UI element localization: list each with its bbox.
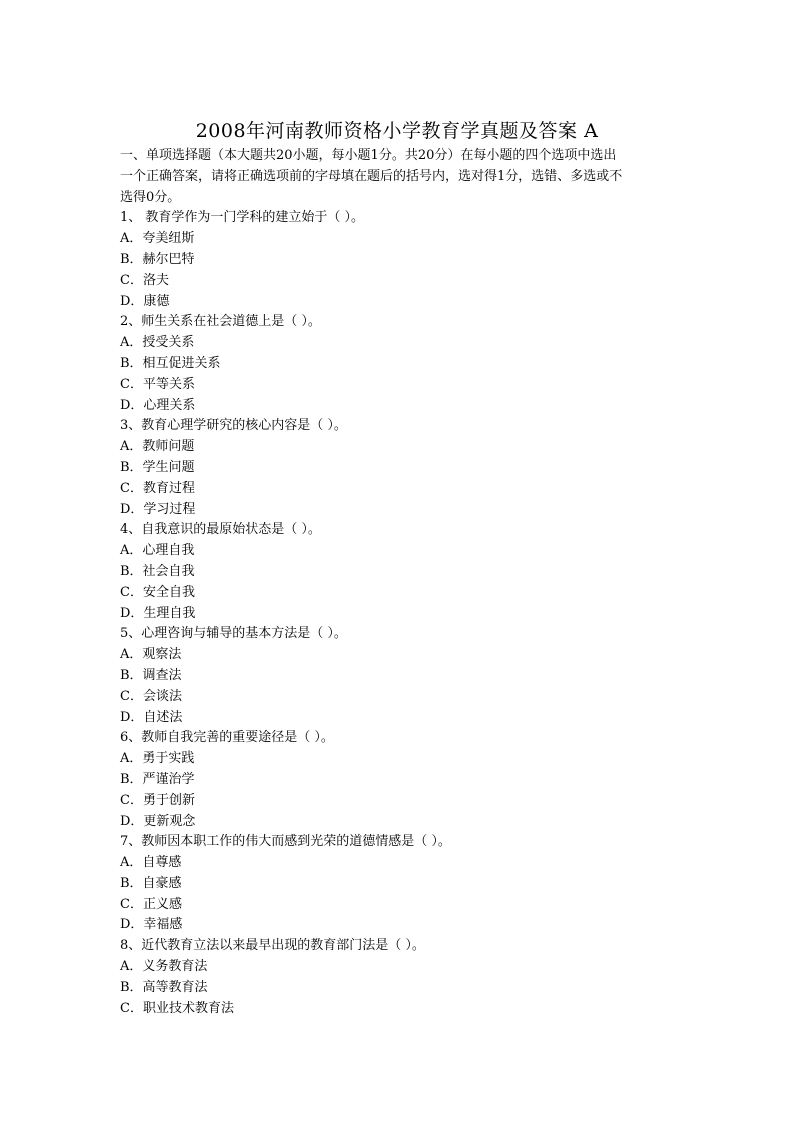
option-a: A．心理自我 bbox=[120, 543, 195, 559]
option-d: D．幸福感 bbox=[120, 917, 183, 933]
question-2 bbox=[120, 312, 680, 416]
option-c: C．职业技术教育法 bbox=[120, 1000, 234, 1016]
question-stem: 3、教育心理学研究的核心内容是（ ）。 bbox=[120, 418, 347, 434]
document-body bbox=[120, 146, 680, 1019]
option-a: A．夸美纽斯 bbox=[120, 231, 195, 247]
option-b: B．调查法 bbox=[120, 667, 182, 683]
option-a: A．义务教育法 bbox=[120, 959, 208, 975]
option-d: D．自述法 bbox=[120, 709, 183, 725]
option-d: D．学习过程 bbox=[120, 501, 196, 517]
question-stem: 6、教师自我完善的重要途径是（ ）。 bbox=[120, 730, 334, 746]
question-1 bbox=[120, 208, 680, 312]
question-3 bbox=[120, 416, 680, 520]
question-stem: 1、 教育学作为一门学科的建立始于（ ）。 bbox=[120, 210, 365, 226]
question-stem: 2、师生关系在社会道德上是（ ）。 bbox=[120, 314, 321, 330]
instructions-line: 一个正确答案，请将正确选项前的字母填在题后的括号内，选对得1分，选错、多选或不 bbox=[120, 168, 623, 184]
document-title: 2008年河南教师资格小学教育学真题及答案 A bbox=[195, 120, 599, 142]
option-d: D．生理自我 bbox=[120, 605, 196, 621]
option-b: B．相互促进关系 bbox=[120, 355, 221, 371]
question-4 bbox=[120, 520, 680, 624]
option-b: B．高等教育法 bbox=[120, 979, 208, 995]
question-5 bbox=[120, 624, 680, 728]
option-c: C．勇于创新 bbox=[120, 792, 195, 808]
option-b: B．学生问题 bbox=[120, 459, 195, 475]
option-a: A．教师问题 bbox=[120, 439, 195, 455]
question-stem: 5、心理咨询与辅导的基本方法是（ ）。 bbox=[120, 626, 347, 642]
option-d: D．康德 bbox=[120, 293, 170, 309]
option-b: B．赫尔巴特 bbox=[120, 251, 195, 267]
option-a: A．勇于实践 bbox=[120, 751, 195, 767]
option-c: C．正义感 bbox=[120, 896, 182, 912]
option-b: B．自豪感 bbox=[120, 875, 182, 891]
option-d: D．心理关系 bbox=[120, 397, 196, 413]
option-a: A．授受关系 bbox=[120, 335, 195, 351]
option-c: C．平等关系 bbox=[120, 376, 195, 392]
option-a: A．自尊感 bbox=[120, 855, 182, 871]
instructions-line: 一、单项选择题（本大题共20小题，每小题1分。共20分）在每小题的四个选项中选出 bbox=[120, 148, 617, 163]
option-c: C．安全自我 bbox=[120, 584, 195, 600]
question-8 bbox=[120, 936, 680, 1019]
question-stem: 8、近代教育立法以来最早出现的教育部门法是（ ）。 bbox=[120, 938, 425, 954]
option-c: C．教育过程 bbox=[120, 480, 195, 496]
question-7 bbox=[120, 832, 680, 936]
question-6 bbox=[120, 728, 680, 832]
instructions-line: 选得0分。 bbox=[120, 189, 181, 205]
option-d: D．更新观念 bbox=[120, 813, 196, 829]
option-b: B．社会自我 bbox=[120, 563, 195, 579]
question-stem: 7、教师因本职工作的伟大而感到光荣的道德情感是（ ）。 bbox=[120, 834, 451, 850]
option-b: B．严谨治学 bbox=[120, 771, 195, 787]
option-a: A．观察法 bbox=[120, 647, 182, 663]
question-stem: 4、自我意识的最原始状态是（ ）。 bbox=[120, 522, 321, 538]
option-c: C．会谈法 bbox=[120, 688, 182, 704]
option-c: C．洛夫 bbox=[120, 272, 169, 288]
section-instructions bbox=[120, 146, 680, 208]
